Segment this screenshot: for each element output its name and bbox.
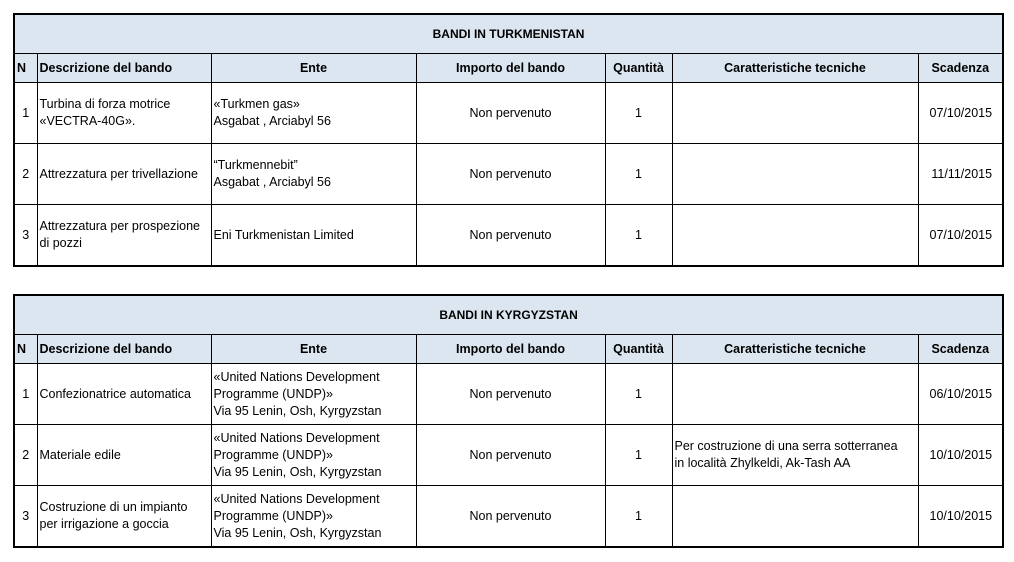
table-title: BANDI IN TURKMENISTAN bbox=[14, 14, 1003, 54]
descrizione-cell bbox=[37, 205, 211, 267]
importo-cell: Non pervenuto bbox=[416, 425, 605, 486]
caratteristiche-cell-line: in località Zhylkeldi, Ak-Tash AA bbox=[674, 456, 851, 470]
descrizione-cell bbox=[37, 144, 211, 205]
caratteristiche-cell-line: Per costruzione di una serra sotterranea bbox=[674, 439, 898, 453]
ente-cell-line: «United Nations Development bbox=[213, 430, 380, 445]
kyrgyzstan-table bbox=[13, 294, 1004, 548]
importo-cell: Non pervenuto bbox=[416, 83, 605, 144]
col-header-descrizione: Descrizione del bando bbox=[37, 54, 211, 83]
table-title-row bbox=[14, 14, 1003, 54]
quantita-cell: 1 bbox=[605, 205, 672, 267]
row-number: 1 bbox=[14, 364, 37, 425]
table-row bbox=[14, 364, 1003, 425]
ente-cell-line: Via 95 Lenin, Osh, Kyrgyzstan bbox=[213, 464, 382, 479]
scadenza-cell: 10/10/2015 bbox=[918, 486, 1003, 548]
descrizione-cell-line: Materiale edile bbox=[39, 447, 121, 462]
importo-cell: Non pervenuto bbox=[416, 364, 605, 425]
header-row bbox=[14, 335, 1003, 364]
descrizione-cell bbox=[37, 83, 211, 144]
quantita-cell: 1 bbox=[605, 144, 672, 205]
col-header-importo: Importo del bando bbox=[416, 54, 605, 83]
scadenza-cell: 06/10/2015 bbox=[918, 364, 1003, 425]
ente-cell-line: “Turkmennebit” bbox=[213, 158, 298, 172]
ente-cell-line: Programme (UNDP)» bbox=[213, 447, 333, 462]
caratteristiche-cell bbox=[672, 205, 918, 267]
descrizione-cell-line: per irrigazione a goccia bbox=[39, 517, 169, 531]
scadenza-cell: 11/11/2015 bbox=[918, 144, 1003, 205]
quantita-cell: 1 bbox=[605, 364, 672, 425]
descrizione-cell bbox=[37, 364, 211, 425]
row-number: 3 bbox=[14, 205, 37, 267]
col-header-scadenza: Scadenza bbox=[918, 335, 1003, 364]
col-header-ente: Ente bbox=[211, 54, 416, 83]
table-title-row bbox=[14, 295, 1003, 335]
col-header-caratteristiche: Caratteristiche tecniche bbox=[672, 335, 918, 364]
caratteristiche-cell bbox=[672, 364, 918, 425]
row-number: 1 bbox=[14, 83, 37, 144]
col-header-ente: Ente bbox=[211, 335, 416, 364]
descrizione-cell-line: Attrezzatura per trivellazione bbox=[39, 166, 198, 181]
ente-cell-line: Via 95 Lenin, Osh, Kyrgyzstan bbox=[213, 403, 382, 418]
caratteristiche-cell bbox=[672, 425, 918, 486]
scadenza-cell: 07/10/2015 bbox=[918, 83, 1003, 144]
header-row bbox=[14, 54, 1003, 83]
row-number: 2 bbox=[14, 425, 37, 486]
descrizione-cell bbox=[37, 425, 211, 486]
ente-cell-line: «United Nations Development bbox=[213, 491, 380, 506]
scadenza-cell: 10/10/2015 bbox=[918, 425, 1003, 486]
quantita-cell: 1 bbox=[605, 83, 672, 144]
ente-cell bbox=[211, 83, 416, 144]
col-header-n: N bbox=[14, 335, 37, 364]
ente-cell-line: Eni Turkmenistan Limited bbox=[213, 227, 354, 242]
table-row bbox=[14, 144, 1003, 205]
caratteristiche-cell bbox=[672, 144, 918, 205]
ente-cell-line: Asgabat , Arciabyl 56 bbox=[213, 114, 331, 128]
ente-cell bbox=[211, 144, 416, 205]
caratteristiche-cell bbox=[672, 486, 918, 548]
caratteristiche-cell bbox=[672, 83, 918, 144]
col-header-n: N bbox=[14, 54, 37, 83]
table-row bbox=[14, 425, 1003, 486]
importo-cell: Non pervenuto bbox=[416, 205, 605, 267]
importo-cell: Non pervenuto bbox=[416, 144, 605, 205]
ente-cell-line: Asgabat , Arciabyl 56 bbox=[213, 175, 331, 189]
ente-cell bbox=[211, 425, 416, 486]
descrizione-cell-line: Confezionatrice automatica bbox=[39, 386, 191, 401]
descrizione-cell-line: «VECTRA-40G». bbox=[39, 114, 136, 128]
table-row bbox=[14, 205, 1003, 267]
row-number: 2 bbox=[14, 144, 37, 205]
descrizione-cell-line: Attrezzatura per prospezione bbox=[39, 219, 201, 233]
quantita-cell: 1 bbox=[605, 486, 672, 548]
row-number: 3 bbox=[14, 486, 37, 548]
col-header-descrizione: Descrizione del bando bbox=[37, 335, 211, 364]
table-title: BANDI IN KYRGYZSTAN bbox=[14, 295, 1003, 335]
turkmenistan-table bbox=[13, 13, 1004, 267]
table-row bbox=[14, 486, 1003, 548]
importo-cell: Non pervenuto bbox=[416, 486, 605, 548]
ente-cell bbox=[211, 364, 416, 425]
descrizione-cell-line: di pozzi bbox=[39, 236, 82, 250]
ente-cell-line: Via 95 Lenin, Osh, Kyrgyzstan bbox=[213, 525, 382, 540]
ente-cell-line: Programme (UNDP)» bbox=[213, 386, 333, 401]
quantita-cell: 1 bbox=[605, 425, 672, 486]
col-header-quantita: Quantità bbox=[605, 54, 672, 83]
col-header-quantita: Quantità bbox=[605, 335, 672, 364]
descrizione-cell-line: Turbina di forza motrice bbox=[39, 97, 171, 111]
table-row bbox=[14, 83, 1003, 144]
ente-cell-line: Programme (UNDP)» bbox=[213, 508, 333, 523]
ente-cell-line: «United Nations Development bbox=[213, 369, 380, 384]
ente-cell bbox=[211, 205, 416, 267]
ente-cell-line: «Turkmen gas» bbox=[213, 97, 300, 111]
col-header-scadenza: Scadenza bbox=[918, 54, 1003, 83]
descrizione-cell-line: Costruzione di un impianto bbox=[39, 500, 188, 514]
col-header-importo: Importo del bando bbox=[416, 335, 605, 364]
scadenza-cell: 07/10/2015 bbox=[918, 205, 1003, 267]
descrizione-cell bbox=[37, 486, 211, 548]
ente-cell bbox=[211, 486, 416, 548]
col-header-caratteristiche: Caratteristiche tecniche bbox=[672, 54, 918, 83]
